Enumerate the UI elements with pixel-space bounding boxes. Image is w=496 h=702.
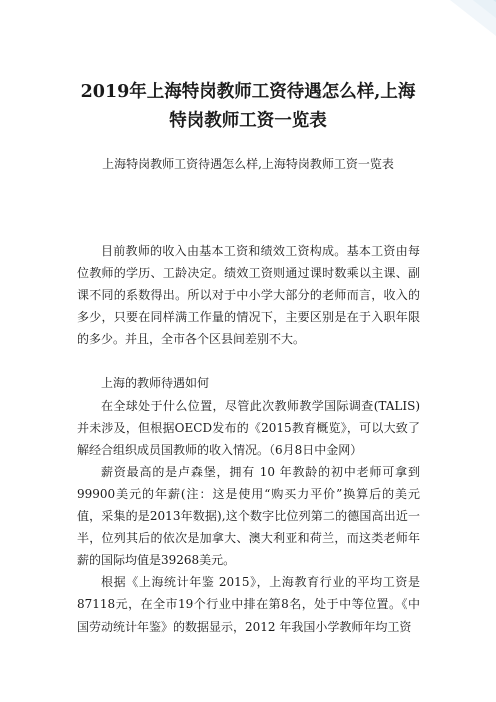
body-paragraph: 在全球处于什么位置，尽管此次教师教学国际调查(TALIS)并未涉及，但根据OECD发布的《2015教育概览》，可以大致了解经合组织成员国教师的收入情况。（6月8日中金网） [77, 398, 420, 457]
body-paragraph: 目前教师的收入由基本工资和绩效工资构成。基本工资由每位教师的学历、工龄决定。绩效工资则通过课时数乘以主课、副课不同的系数得出。所以对于中小学大部分的老师而言，收入的多少，只要在同样满工作量的情况下，主要区别是在于入职年限的多少。并且，全市各个区县间差别不大。 [77, 244, 420, 347]
section-heading: 上海的教师待遇如何 [101, 376, 210, 391]
document-body [77, 240, 420, 638]
title-line-2: 特岗教师工资一览表 [169, 111, 327, 131]
body-paragraph: 根据《上海统计年鉴 2015》，上海教育行业的平均工资是87118元，在全市19个行业中排在第8名，处于中等位置。《中国劳动统计年鉴》的数据显示，2012 年我国小学教师年均工资 [77, 575, 420, 634]
document-title [50, 78, 446, 136]
document-subtitle: 上海特岗教师工资待遇怎么样,上海特岗教师工资一览表 [102, 157, 394, 171]
title-line-1: 2019年上海特岗教师工资待遇怎么样,上海 [80, 82, 416, 102]
body-paragraph: 薪资最高的是卢森堡，拥有 10 年教龄的初中老师可拿到99900美元的年薪(注：这是使用“购买力平价”换算后的美元值，采集的是2013年数据),这个数字比位列第二的德国高出近一半，位列其后的依次是加拿大、澳大利亚和荷兰，而这类老师年薪的国际均值是39268美元。 [77, 464, 420, 568]
corner-decoration [426, 0, 496, 55]
